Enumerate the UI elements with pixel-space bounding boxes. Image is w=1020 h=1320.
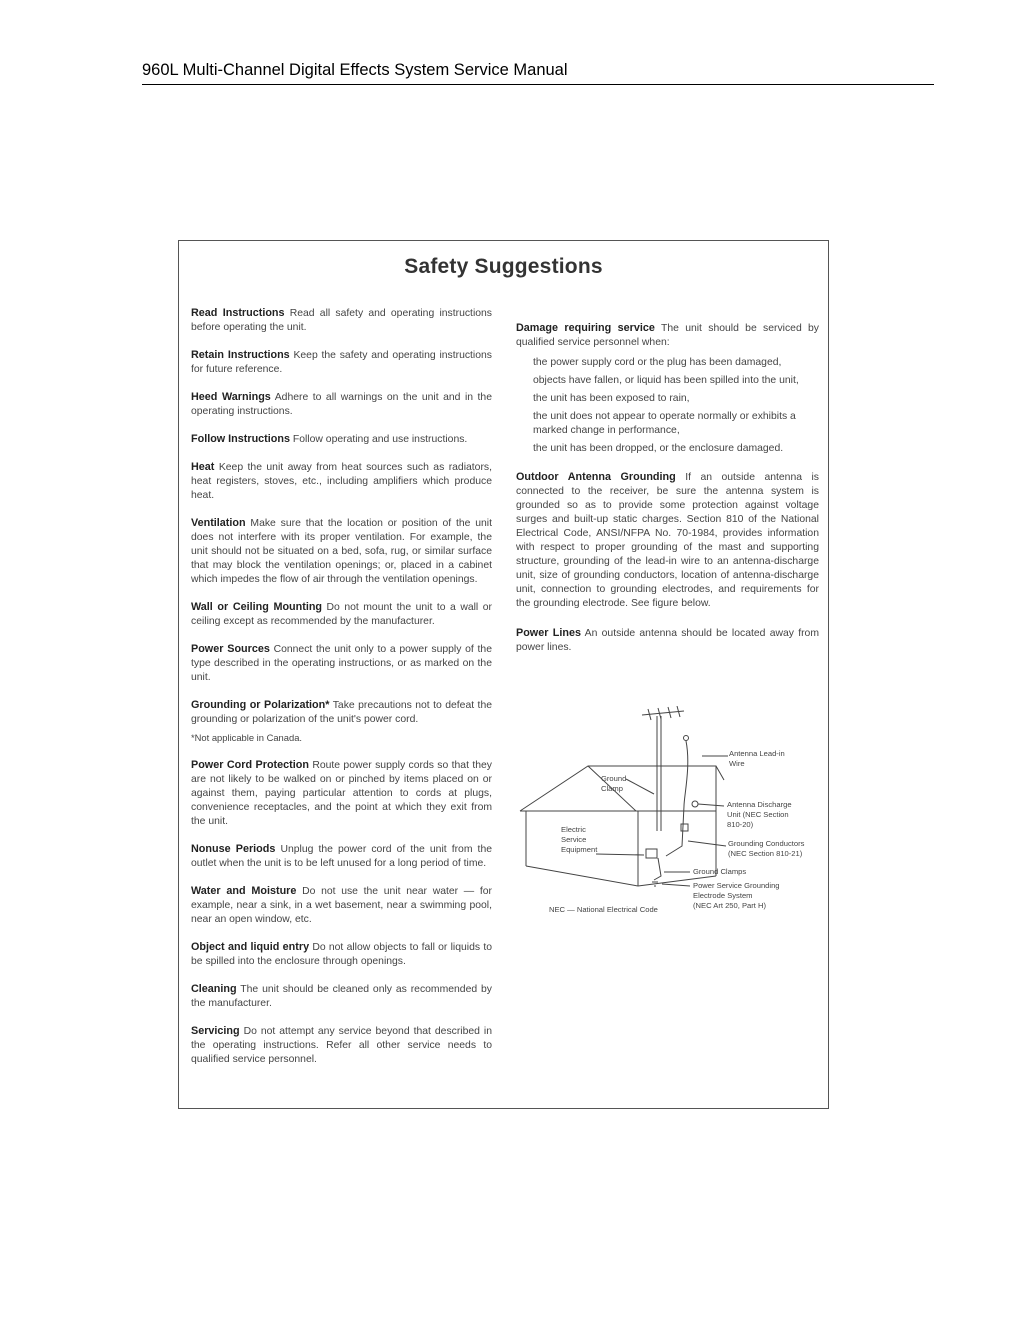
safety-item (516, 321, 819, 350)
label-ground-clamp: Ground Clamp (601, 774, 627, 793)
list-item: the unit has been dropped, or the enclosure damaged. (533, 443, 784, 454)
discharge-unit (681, 824, 688, 831)
list-item: objects have fallen, or liquid has been spilled into the unit, (533, 375, 799, 386)
item-heading: Ventilation (191, 517, 246, 529)
item-text: The unit should be serviced by qualified service personnel when: (516, 323, 819, 348)
label-electric-service: Electric Service Equipment (561, 825, 598, 854)
item-heading: Heat (191, 461, 215, 473)
label-discharge-unit: Antenna Discharge Unit (NEC Section 810-20) (727, 800, 792, 829)
item-text: Do not attempt any service beyond that described in the operating instructions. Refer all other service needs to qualified service personnel. (191, 1026, 493, 1065)
safety-item (191, 884, 492, 927)
item-heading: Grounding or Polarization* (191, 699, 330, 711)
service-box (646, 849, 657, 858)
item-heading: Water and Moisture (191, 885, 297, 897)
label-grounding-conductors: Grounding Conductors (NEC Section 810-21) (728, 839, 805, 858)
canada-note: *Not applicable in Canada. (191, 732, 303, 743)
list-item: the power supply cord or the plug has been damaged, (533, 357, 782, 368)
item-heading: Retain Instructions (191, 349, 290, 361)
item-heading: Wall or Ceiling Mounting (191, 601, 323, 613)
safety-item (191, 642, 492, 685)
item-text: Unplug the power cord of the unit from the outlet when the unit is to be left unused for a long period of time. (191, 844, 492, 869)
item-heading: Read Instructions (191, 307, 285, 319)
label-nec-note: NEC — National Electrical Code (549, 905, 658, 914)
label-antenna-lead-in: Antenna Lead-in Wire (729, 749, 785, 768)
safety-title: Safety Suggestions (404, 255, 603, 278)
item-heading: Outdoor Antenna Grounding (516, 471, 676, 483)
right-column (516, 321, 819, 668)
safety-item (191, 600, 492, 629)
safety-item (191, 306, 492, 335)
lead-in-wire (666, 741, 688, 856)
item-text: Make sure that the location or position of the unit does not interfere with its proper ventilation. For example, the unit should not be situated on a bed, sofa, rug, or similar surface that may block the ventilation openings; or, placed in a cabinet which impedes the flow of air through the ventilation openings. (191, 518, 492, 585)
item-heading: Power Cord Protection (191, 759, 309, 771)
list-item: the unit has been exposed to rain, (533, 393, 690, 404)
item-text: Do not mount the unit to a wall or ceiling except as recommended by the manufacturer. (191, 602, 492, 627)
safety-item (516, 626, 819, 655)
manual-title: 960L Multi-Channel Digital Effects System Service Manual (142, 61, 568, 79)
item-heading: Nonuse Periods (191, 843, 276, 855)
damage-conditions-list (533, 356, 819, 456)
item-text: Read all safety and operating instructions before operating the unit. (191, 308, 492, 333)
safety-item (191, 940, 492, 969)
safety-item (191, 698, 492, 745)
safety-item (191, 432, 492, 447)
item-text: An outside antenna should be located away from power lines. (516, 628, 819, 653)
item-text: The unit should be cleaned only as recommended by the manufacturer. (191, 984, 492, 1009)
label-power-service: Power Service Grounding Electrode System (NEC Art 250, Part H) (693, 881, 780, 910)
safety-item (191, 758, 492, 829)
item-text: Route power supply cords so that they are not likely to be walked on or pinched by items placed on or against them, paying particular attention to cords at plugs, convenience receptacles, and the point at which they exit from the unit. (191, 760, 492, 827)
left-column (191, 306, 492, 1080)
item-text: Connect the unit only to a power supply of the type described in the operating instructions, or as marked on the unit. (191, 644, 492, 683)
safety-suggestions-scan (178, 240, 829, 1109)
item-text: Keep the safety and operating instructions for future reference. (191, 350, 492, 375)
safety-item (191, 1024, 492, 1067)
safety-item (191, 516, 492, 587)
item-heading: Cleaning (191, 983, 237, 995)
safety-item (191, 390, 492, 419)
list-item: the unit does not appear to operate normally or exhibits a marked change in performance, (533, 411, 796, 436)
page-header (142, 60, 934, 85)
safety-item (516, 470, 819, 611)
item-text: Keep the unit away from heat sources such as radiators, heat registers, stoves, etc., including amplifiers which produce heat. (191, 462, 493, 501)
label-ground-clamps: Ground Clamps (693, 867, 747, 876)
item-text: Do not use the unit near water — for example, near a sink, in a wet basement, near a swimming pool, near an open window, etc. (191, 886, 492, 925)
item-text: Follow operating and use instructions. (292, 434, 468, 445)
item-heading: Object and liquid entry (191, 941, 310, 953)
item-heading: Heed Warnings (191, 391, 271, 403)
item-heading: Damage requiring service (516, 322, 655, 334)
antenna-grounding-diagram (516, 706, 819, 926)
item-text: Do not allow objects to fall or liquids to be spilled into the enclosure through openings. (191, 942, 493, 967)
item-text: If an outside antenna is connected to the receiver, be sure the antenna system is grounded so as to provide some protection against voltage surges and built-up static charges. Section 810 of the National Electrical Code, ANSI/NFPA No. 70-1984, provides information with respect to proper grounding of the mast and supporting structure, grounding of the lead-in wire to an antenna-discharge unit, size of grounding conductors, location of antenna-discharge unit, connection to grounding electrodes, and requirements for the grounding electrode. See figure below. (516, 472, 819, 609)
safety-item (191, 982, 492, 1011)
item-heading: Power Lines (516, 627, 581, 639)
item-heading: Follow Instructions (191, 433, 290, 445)
safety-item (191, 842, 492, 871)
safety-item (191, 460, 492, 503)
safety-item (191, 348, 492, 377)
item-text: Adhere to all warnings on the unit and in the operating instructions. (191, 392, 492, 417)
item-heading: Servicing (191, 1025, 240, 1037)
item-text: Take precautions not to defeat the grounding or polarization of the unit's power cord. (191, 700, 492, 725)
item-heading: Power Sources (191, 643, 270, 655)
